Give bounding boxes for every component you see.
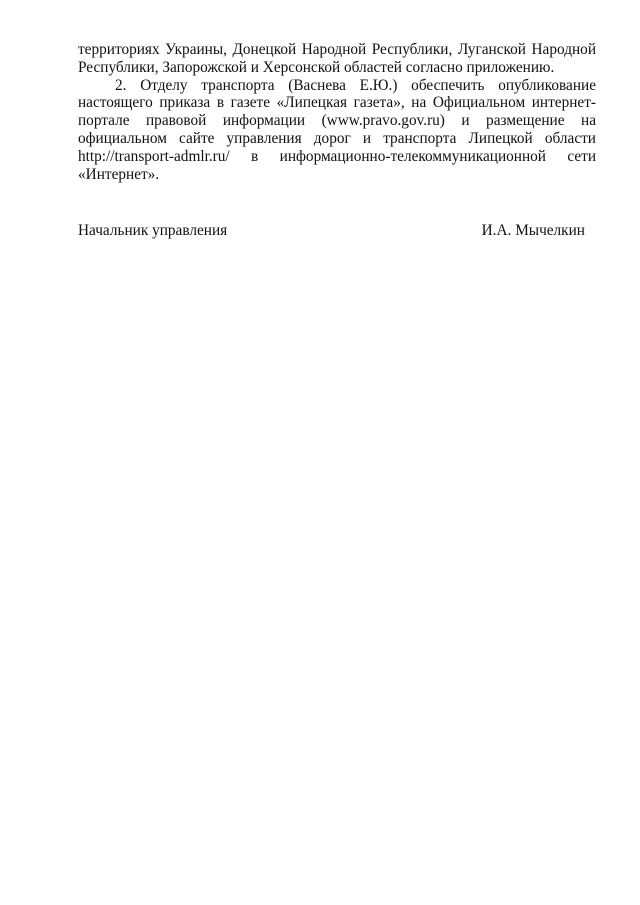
text-line: настоящего приказа в газете «Липецкая газета», на Официальном интернет- (78, 94, 596, 112)
text-line: http://transport-admlr.ru/ в информационно-телекоммуникационной сети (78, 147, 596, 165)
signature-block (78, 222, 585, 240)
signatory-name: И.А. Мычелкин (481, 222, 585, 239)
text-line: территориях Украины, Донецкой Народной Республики, Луганской Народной (78, 41, 596, 58)
text-line: 2. Отделу транспорта (Васнева Е.Ю.) обеспечить опубликование (115, 76, 596, 94)
paragraph-publication-order (78, 77, 596, 184)
text-line: официальном сайте управления дорог и транспорта Липецкой области (78, 129, 596, 147)
text-line: портале правовой информации (www.pravo.gov.ru) и размещение на (78, 112, 596, 130)
paragraph-continuation (78, 41, 596, 77)
signatory-position: Начальник управления (78, 222, 228, 239)
text-line: Республики, Запорожской и Херсонской областей согласно приложению. (78, 58, 555, 76)
text-line: «Интернет». (78, 165, 160, 183)
document-body (78, 41, 596, 183)
